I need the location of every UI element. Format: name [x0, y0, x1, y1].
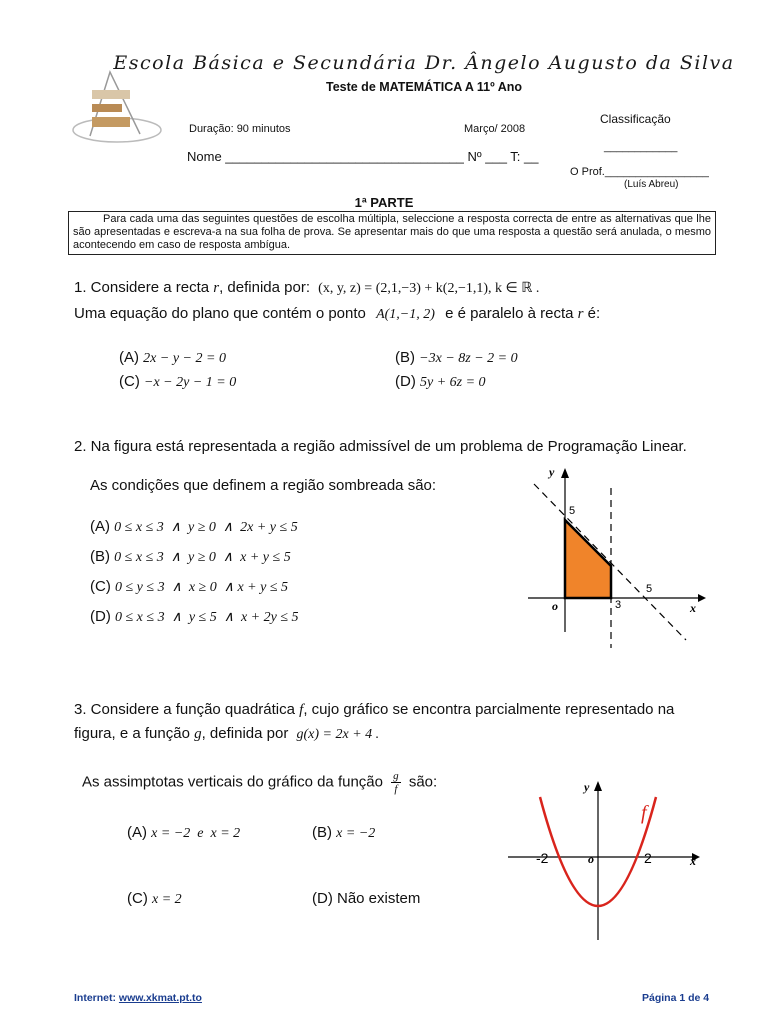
classification-line: ____________ [604, 141, 678, 153]
q3-figure [500, 775, 710, 945]
q3-g-def: g(x) = 2x + 4 . [296, 727, 380, 742]
page-number: Página 1 de 4 [642, 992, 710, 1004]
fig3-f-label: f [641, 802, 647, 824]
duration: Duração: 90 minutos [189, 123, 291, 135]
q1-option-d[interactable]: (D) 5y + 6z = 0 [395, 373, 486, 390]
q3-option-b[interactable]: (B) x = −2 [312, 824, 376, 841]
instructions-box: Para cada uma das seguintes questões de escolha múltipla, seleccione a resposta correcta de entre as alternativas que lhe são apresentadas e escreva-a na sua folha de prova. Se apresentar mais do que uma resposta a questão será anulada, o mesmo acontecendo em caso de resposta ambígua. [68, 211, 716, 255]
q1-option-a[interactable]: (A) 2x − y − 2 = 0 [119, 349, 226, 366]
q3-text-2: figura, e a função g, definida por g(x) = 2x + 4 . [74, 725, 380, 742]
q2-prompt: As condições que definem a região sombreada são: [90, 477, 437, 494]
q3-prompt: As assimptotas verticais do gráfico da função $\frac{g}{f}$ são: [82, 770, 438, 795]
test-title: Teste de MATEMÁTICA A 11º Ano [325, 80, 522, 94]
y-axis-arrow [594, 781, 602, 791]
q1-option-b[interactable]: (B) −3x − 8z − 2 = 0 [395, 349, 518, 366]
y-axis-arrow [561, 468, 569, 478]
q2-option-b[interactable]: (B) 0 ≤ x ≤ 3 ∧ y ≥ 0 ∧ x + y ≤ 5 [90, 548, 291, 565]
fig2-y5: 5 [569, 505, 576, 517]
q3-option-c[interactable]: (C) x = 2 [127, 890, 182, 907]
q2-option-a[interactable]: (A) 0 ≤ x ≤ 3 ∧ y ≥ 0 ∧ 2x + y ≤ 5 [90, 518, 298, 535]
q2-option-c[interactable]: (C) 0 ≤ y ≤ 3 ∧ x ≥ 0 ∧ x + y ≤ 5 [90, 578, 289, 595]
q1-point: A(1,−1, 2) [376, 307, 435, 322]
part-title: 1ª PARTE [354, 195, 414, 210]
q2-text: 2. Na figura está representada a região admissível de um problema de Programação Linear. [74, 438, 687, 455]
fig3-x-label: x [690, 854, 696, 868]
prof-name: (Luís Abreu) [624, 179, 679, 190]
fig2-x5: 5 [646, 583, 653, 595]
fig3-neg2: -2 [536, 850, 549, 866]
fig2-x3: 3 [615, 599, 622, 611]
x-axis-arrow [698, 594, 706, 602]
fig3-origin: o [588, 852, 594, 866]
fig2-y-label: y [549, 465, 555, 479]
fig2-origin: o [552, 599, 558, 613]
classification-label: Classificação [600, 112, 671, 126]
date: Março/ 2008 [464, 123, 526, 135]
q1-text-2: Uma equação do plano que contém o ponto A(1,−1, 2) e é paralelo à recta r é: [74, 305, 601, 322]
name-line: Nome _________________________________ Nº ___ T: __ [187, 149, 539, 164]
footer-internet: Internet: www.xkmat.pt.to [74, 992, 202, 1004]
footer-url-link[interactable]: www.xkmat.pt.to [118, 992, 202, 1004]
prof-line: O Prof._________________ [570, 166, 709, 178]
school-name: Escola Básica e Secundária Dr. Ângelo Augusto da Silva [113, 52, 735, 74]
q2-figure [520, 462, 710, 650]
q1-option-c[interactable]: (C) −x − 2y − 1 = 0 [119, 373, 237, 390]
q1-text: 1. Considere a recta r, definida por: (x, y, z) = (2,1,−3) + k(2,−1,1), k ∈ ℝ . [74, 279, 540, 296]
fig3-pos2: 2 [644, 850, 652, 866]
school-logo [70, 64, 165, 146]
fig3-y-label: y [584, 780, 590, 794]
q3-text: 3. Considere a função quadrática f, cujo gráfico se encontra parcialmente representado na [74, 701, 675, 718]
q3-option-a[interactable]: (A) x = −2 e x = 2 [127, 824, 241, 841]
q2-option-d[interactable]: (D) 0 ≤ x ≤ 3 ∧ y ≤ 5 ∧ x + 2y ≤ 5 [90, 608, 299, 625]
fraction-denominator: f [394, 783, 398, 795]
q3-option-d[interactable]: (D) Não existem [312, 890, 421, 907]
feasible-region [565, 520, 611, 598]
fraction-numerator: g [393, 770, 399, 782]
fig2-x-label: x [690, 601, 696, 615]
line-x-plus-y-5 [534, 484, 686, 640]
q1-equation: (x, y, z) = (2,1,−3) + k(2,−1,1), k ∈ ℝ . [318, 281, 540, 296]
